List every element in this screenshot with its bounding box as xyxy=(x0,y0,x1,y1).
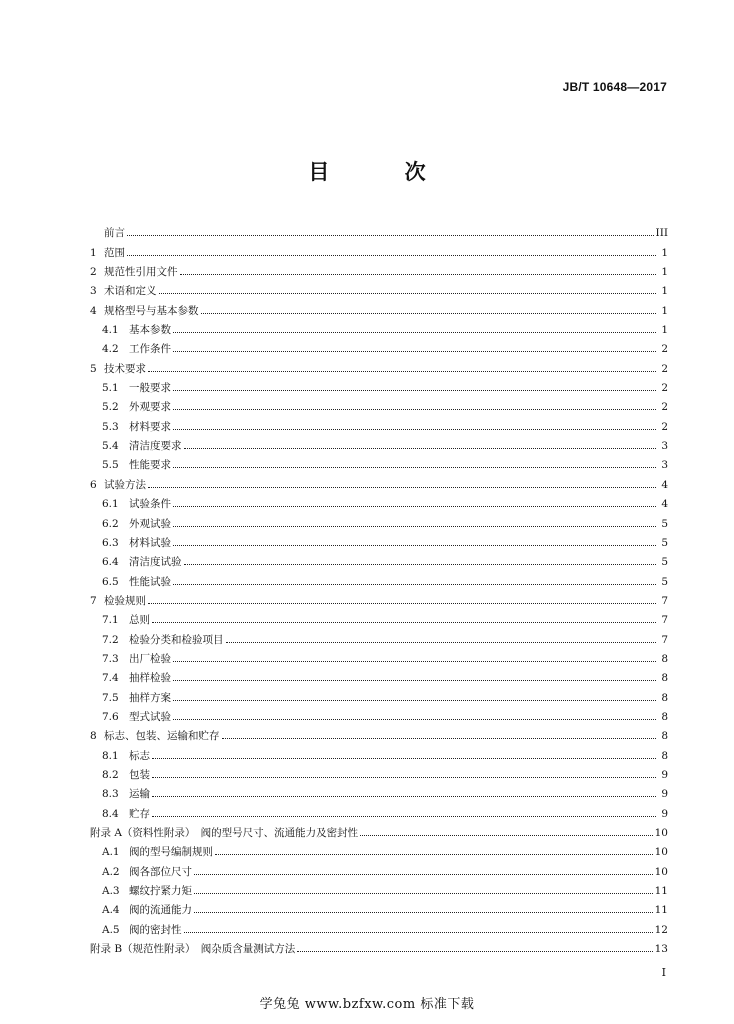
footer-watermark: 学兔兔 www.bzfxw.com 标准下载 xyxy=(259,997,475,1012)
toc-entry[interactable] xyxy=(90,781,668,800)
toc-entry[interactable] xyxy=(90,762,668,781)
toc-entry-number: 7.1 xyxy=(102,614,119,627)
toc-entry-title: 规范性引用文件 xyxy=(104,266,178,279)
toc-entry[interactable] xyxy=(90,433,668,452)
toc-dot-leader xyxy=(194,912,653,913)
toc-dot-leader xyxy=(173,351,656,352)
toc-entry-title: 附录 A（资料性附录） 阀的型号尺寸、流通能力及密封性 xyxy=(90,827,359,839)
toc-dot-leader xyxy=(152,816,656,817)
toc-dot-leader xyxy=(222,738,657,739)
toc-dot-leader xyxy=(173,545,656,546)
toc-entry-page: 1 xyxy=(661,246,668,259)
toc-entry-title: 标志、包装、运输和贮存 xyxy=(104,730,220,743)
toc-entry-title: 基本参数 xyxy=(129,324,171,337)
toc-entry-title: 包装 xyxy=(129,768,150,781)
toc-entry-page: 8 xyxy=(661,652,668,665)
toc-entry-title: 术语和定义 xyxy=(104,285,157,298)
toc-entry[interactable] xyxy=(90,646,668,665)
toc-entry-page: 8 xyxy=(661,691,668,704)
toc-entry-number: 8.3 xyxy=(102,788,119,801)
toc-entry[interactable] xyxy=(90,278,668,297)
toc-entry-page: 5 xyxy=(661,517,668,530)
toc-entry-title: 出厂检验 xyxy=(129,652,171,665)
toc-dot-leader xyxy=(152,796,656,797)
toc-entry[interactable] xyxy=(90,858,668,877)
toc-entry[interactable] xyxy=(90,936,668,955)
toc-entry-number: 7 xyxy=(90,594,97,607)
toc-entry-number: 5.3 xyxy=(102,420,119,433)
toc-dot-leader xyxy=(201,313,657,314)
toc-entry-number: 4 xyxy=(90,304,97,317)
toc-entry[interactable] xyxy=(90,220,668,239)
toc-dot-leader xyxy=(148,603,656,604)
toc-entry-title: 规格型号与基本参数 xyxy=(104,304,199,317)
toc-entry[interactable] xyxy=(90,878,668,897)
toc-entry-title: 阀各部位尺寸 xyxy=(129,865,192,878)
toc-dot-leader xyxy=(127,235,654,236)
toc-entry-title: 清洁度试验 xyxy=(129,556,182,569)
toc-entry-page: 2 xyxy=(661,382,668,395)
toc-entry-page: 8 xyxy=(661,672,668,685)
toc-dot-leader xyxy=(194,893,653,894)
toc-entry-page: 7 xyxy=(661,614,668,627)
toc-entry-title: 试验条件 xyxy=(129,498,171,511)
toc-dot-leader xyxy=(173,506,656,507)
toc-entry-title: 贮存 xyxy=(129,807,150,820)
toc-entry[interactable] xyxy=(90,413,668,432)
toc-dot-leader xyxy=(173,719,656,720)
toc-dot-leader xyxy=(173,584,656,585)
toc-entry-title: 技术要求 xyxy=(104,362,146,375)
toc-entry-title: 抽样检验 xyxy=(129,672,171,685)
toc-dot-leader xyxy=(173,680,656,681)
toc-entry-title: 标志 xyxy=(129,749,150,762)
toc-entry-number: 5.2 xyxy=(102,401,119,414)
toc-entry-title: 一般要求 xyxy=(129,382,171,395)
toc-entry-title: 性能试验 xyxy=(129,575,171,588)
toc-dot-leader xyxy=(184,932,653,933)
toc-entry-page: 2 xyxy=(661,343,668,356)
toc-dot-leader xyxy=(297,951,652,952)
toc-entry-page: 5 xyxy=(661,536,668,549)
toc-entry-page: 8 xyxy=(661,710,668,723)
toc-entry[interactable] xyxy=(90,800,668,819)
toc-dot-leader xyxy=(159,293,657,294)
toc-entry-title: 材料要求 xyxy=(129,420,171,433)
toc-entry-number: 6.4 xyxy=(102,556,119,569)
toc-entry-page: 9 xyxy=(661,788,668,801)
toc-entry[interactable] xyxy=(90,259,668,278)
toc-entry[interactable] xyxy=(90,452,668,471)
toc-dot-leader xyxy=(180,274,657,275)
toc-entry[interactable] xyxy=(90,820,668,839)
toc-entry-number: 6 xyxy=(90,478,97,491)
toc-entry-title: 前言 xyxy=(104,227,125,240)
toc-entry-number: 2 xyxy=(90,266,97,279)
toc-entry[interactable] xyxy=(90,375,668,394)
toc-entry[interactable] xyxy=(90,704,668,723)
toc-dot-leader xyxy=(152,758,656,759)
toc-dot-leader xyxy=(173,467,656,468)
toc-entry[interactable] xyxy=(90,916,668,935)
toc-dot-leader xyxy=(173,332,656,333)
toc-dot-leader xyxy=(173,526,656,527)
toc-entry[interactable] xyxy=(90,607,668,626)
toc-entry-number: A.4 xyxy=(102,904,120,917)
toc-entry-number: 6.5 xyxy=(102,575,119,588)
toc-entry-title: 性能要求 xyxy=(129,459,171,472)
toc-entry[interactable] xyxy=(90,491,668,510)
toc-entry-title: 总则 xyxy=(129,614,150,627)
toc-entry-number: 7.4 xyxy=(102,672,119,685)
toc-entry-number: A.5 xyxy=(102,923,120,936)
toc-entry-page: 2 xyxy=(661,401,668,414)
toc-entry-number: 4.1 xyxy=(102,324,119,337)
toc-entry-title: 阀的密封性 xyxy=(129,923,182,936)
toc-entry-page: 2 xyxy=(661,420,668,433)
toc-entry-number: 7.5 xyxy=(102,691,119,704)
toc-entry-title: 阀的型号编制规则 xyxy=(129,846,213,859)
toc-entry-number: 5 xyxy=(90,362,97,375)
toc-entry-page: III xyxy=(655,227,668,240)
toc-entry-page: 1 xyxy=(661,304,668,317)
toc-entry[interactable] xyxy=(90,239,668,258)
toc-entry-page: 3 xyxy=(661,459,668,472)
toc-entry-page: 8 xyxy=(661,730,668,743)
toc-dot-leader xyxy=(152,622,656,623)
toc-entry-title: 外观试验 xyxy=(129,517,171,530)
toc-dot-leader xyxy=(173,429,656,430)
toc-entry-page: 9 xyxy=(661,807,668,820)
toc-entry-page: 3 xyxy=(661,440,668,453)
toc-dot-leader xyxy=(184,448,657,449)
toc-entry-number: 6.2 xyxy=(102,517,119,530)
toc-entry[interactable] xyxy=(90,742,668,761)
toc-entry-page: 10 xyxy=(654,827,668,839)
toc-entry[interactable] xyxy=(90,510,668,529)
toc-entry-title: 试验方法 xyxy=(104,478,146,491)
toc-entry[interactable] xyxy=(90,897,668,916)
toc-entry-number: 5.1 xyxy=(102,382,119,395)
toc-entry-page: 1 xyxy=(661,324,668,337)
toc-entry-number: 5.4 xyxy=(102,440,119,453)
toc-entry-page: 7 xyxy=(661,633,668,646)
toc-entry-page: 4 xyxy=(661,498,668,511)
toc-entry-page: 11 xyxy=(654,885,668,898)
toc-entry[interactable] xyxy=(90,317,668,336)
toc-entry-page: 10 xyxy=(654,865,668,878)
toc-entry-page: 9 xyxy=(661,768,668,781)
toc-entry[interactable] xyxy=(90,588,668,607)
toc-entry-number: 8.2 xyxy=(102,768,119,781)
toc-entry-page: 5 xyxy=(661,556,668,569)
toc-entry-title: 检验规则 xyxy=(104,594,146,607)
toc-entry-title: 工作条件 xyxy=(129,343,171,356)
toc-entry-title: 螺纹拧紧力矩 xyxy=(129,885,192,898)
toc-dot-leader xyxy=(148,487,656,488)
toc-entry-title: 阀的流通能力 xyxy=(129,904,192,917)
toc-dot-leader xyxy=(215,854,653,855)
toc-entry-page: 1 xyxy=(661,266,668,279)
toc-entry-page: 10 xyxy=(654,846,668,859)
toc-entry-page: 7 xyxy=(661,594,668,607)
toc-entry[interactable] xyxy=(90,355,668,374)
toc-dot-leader xyxy=(173,390,656,391)
toc-entry-number: 5.5 xyxy=(102,459,119,472)
toc-entry-page: 5 xyxy=(661,575,668,588)
toc-entry-page: 12 xyxy=(654,923,668,936)
toc-entry[interactable] xyxy=(90,336,668,355)
toc-entry-page: 8 xyxy=(661,749,668,762)
standard-number: JB/T 10648—2017 xyxy=(562,80,667,94)
toc-entry[interactable] xyxy=(90,626,668,645)
toc-dot-leader xyxy=(184,564,657,565)
toc-dot-leader xyxy=(226,642,657,643)
toc-entry[interactable] xyxy=(90,297,668,316)
toc-dot-leader xyxy=(360,835,652,836)
toc-entry[interactable] xyxy=(90,530,668,549)
toc-entry-number: 1 xyxy=(90,246,97,259)
toc-dot-leader xyxy=(148,371,656,372)
toc-dot-leader xyxy=(173,661,656,662)
toc-entry-number: 7.2 xyxy=(102,633,119,646)
toc-entry-page: 1 xyxy=(661,285,668,298)
toc-dot-leader xyxy=(152,777,656,778)
toc-entry-title: 抽样方案 xyxy=(129,691,171,704)
toc-entry[interactable] xyxy=(90,394,668,413)
toc-entry-page: 4 xyxy=(661,478,668,491)
toc-entry[interactable] xyxy=(90,568,668,587)
toc-entry[interactable] xyxy=(90,684,668,703)
toc-entry-title: 范围 xyxy=(104,246,125,259)
toc-entry-number: 6.1 xyxy=(102,498,119,511)
toc-entry-number: 8.1 xyxy=(102,749,119,762)
toc-entry-title: 型式试验 xyxy=(129,710,171,723)
toc-entry-page: 2 xyxy=(661,362,668,375)
toc-entry-number: 8.4 xyxy=(102,807,119,820)
toc-dot-leader xyxy=(173,409,656,410)
toc-dot-leader xyxy=(194,874,653,875)
toc-entry-number: 6.3 xyxy=(102,536,119,549)
toc-entry-page: 11 xyxy=(654,904,668,917)
toc-entry[interactable] xyxy=(90,665,668,684)
toc-entry-title: 运输 xyxy=(129,788,150,801)
toc-entry[interactable] xyxy=(90,549,668,568)
toc-entry-number: 4.2 xyxy=(102,343,119,356)
toc-entry-title: 外观要求 xyxy=(129,401,171,414)
toc-entry-page: 13 xyxy=(654,943,668,956)
toc-dot-leader xyxy=(173,700,656,701)
toc-entry-number: 3 xyxy=(90,285,97,298)
table-of-contents xyxy=(90,220,668,955)
toc-entry-number: 8 xyxy=(90,730,97,743)
toc-entry[interactable] xyxy=(90,723,668,742)
toc-dot-leader xyxy=(127,255,656,256)
toc-entry-number: 7.6 xyxy=(102,710,119,723)
toc-entry-title: 附录 B（规范性附录） 阀杂质含量测试方法 xyxy=(90,943,296,956)
toc-entry-number: A.1 xyxy=(102,846,120,859)
toc-entry-number: A.2 xyxy=(102,865,120,878)
page-folio: I xyxy=(661,966,666,979)
toc-entry-number: A.3 xyxy=(102,885,120,898)
page-title: 目 次 xyxy=(308,159,460,184)
toc-entry[interactable] xyxy=(90,839,668,858)
toc-entry-title: 检验分类和检验项目 xyxy=(129,633,224,646)
toc-entry[interactable] xyxy=(90,471,668,490)
toc-entry-title: 清洁度要求 xyxy=(129,440,182,453)
toc-entry-number: 7.3 xyxy=(102,652,119,665)
toc-entry-title: 材料试验 xyxy=(129,536,171,549)
